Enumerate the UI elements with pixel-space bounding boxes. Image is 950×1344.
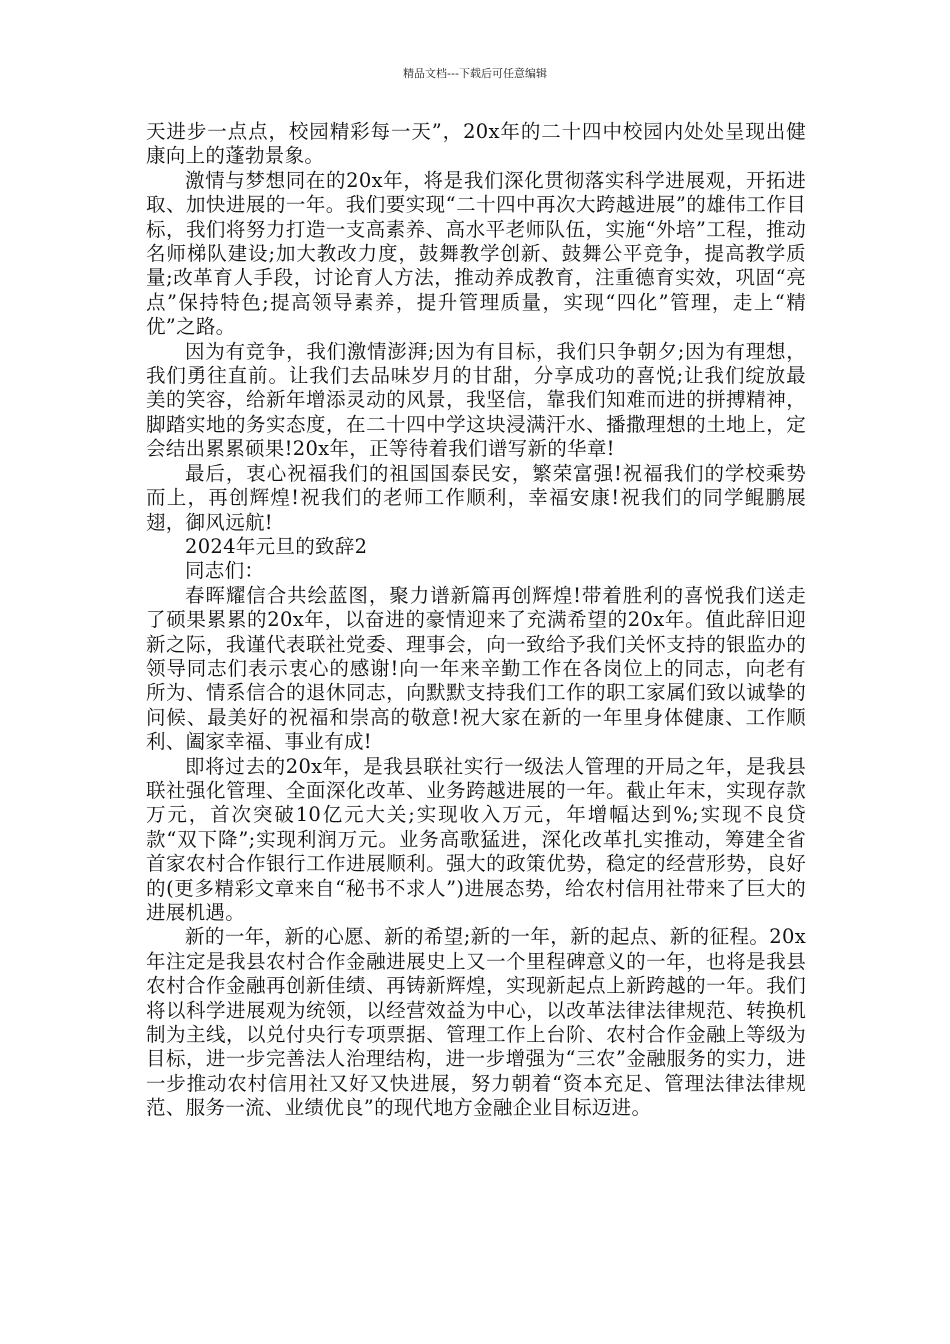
paragraph: 激情与梦想同在的20x年，将是我们深化贯彻落实科学进展观，开拓进取、加快进展的一年。我们要实现“二十四中再次大跨越进展”的雄伟工作目标，我们将努力打造一支高素养、高水平老师队伍，实施“外培”工程，推动名师梯队建设;加大教改力度，鼓舞教学创新、鼓舞公平竞争，提高教学质量;改革育人手段，讨论育人方法，推动养成教育，注重德育实效，巩固“亮点”保持特色;提高领导素养，提升管理质量，实现“四化”管理，走上“精优”之路。 <box>146 168 806 339</box>
paragraph: 春晖耀信合共绘蓝图，聚力谱新篇再创辉煌!带着胜利的喜悦我们送走了硕果累累的20x年，以奋进的豪情迎来了充满希望的20x年。值此辞旧迎新之际，我谨代表联社党委、理事会，向一致给予我们关怀支持的银监办的领导同志们表示衷心的感谢!向一年来辛勤工作在各岗位上的同志，向老有所为、情系信合的退休同志，向默默支持我们工作的职工家属们致以诚挚的问候、最美好的祝福和崇高的敬意!祝大家在新的一年里身体健康、工作顺利、阖家幸福、事业有成! <box>146 583 806 754</box>
section-heading: 2024年元旦的致辞2 <box>185 534 368 558</box>
salutation: 同志们： <box>185 559 265 583</box>
paragraph: 即将过去的20x年，是我县联社实行一级法人管理的开局之年，是我县联社强化管理、全面深化改革、业务跨越进展的一年。截止年末，实现存款万元，首次突破10亿元大关;实现收入万元，年增幅达到%;实现不良贷款“双下降”;实现利润万元。业务高歌猛进，深化改革扎实推动，筹建全省首家农村合作银行工作进展顺利。强大的政策优势，稳定的经营形势，良好的(更多精彩文章来自“秘书不求人”)进展态势，给农村信用社带来了巨大的进展机遇。 <box>146 754 806 924</box>
paragraph: 新的一年，新的心愿、新的希望;新的一年，新的起点、新的征程。20x年注定是我县农村合作金融进展史上又一个里程碑意义的一年，也将是我县农村合作金融再创新佳绩、再铸新辉煌，实现新起点上新跨越的一年。我们将以科学进展观为统领，以经营效益为中心，以改革法律法律规范、转换机制为主线，以兑付央行专项票据、管理工作上台阶、农村合作金融上等级为目标，进一步完善法人治理结构，进一步增强为“三农”金融服务的实力，进一步推动农村信用社又好又快进展，努力朝着“资本充足、管理法律法律规范、服务一流、业绩优良”的现代地方金融企业目标迈进。 <box>146 925 806 1120</box>
document-body <box>146 120 806 1121</box>
paragraph-continuation: 天进步一点点，校园精彩每一天”，20x年的二十四中校园内处处呈现出健康向上的蓬勃景象。 <box>146 120 806 168</box>
paragraph: 最后，衷心祝福我们的祖国国泰民安，繁荣富强!祝福我们的学校乘势而上，再创辉煌!祝我们的老师工作顺利，幸福安康!祝我们的同学鲲鹏展翅，御风远航! <box>146 461 806 534</box>
page-header: 精品文档---下载后可任意编辑 <box>403 67 547 80</box>
paragraph: 因为有竞争，我们激情澎湃;因为有目标，我们只争朝夕;因为有理想，我们勇往直前。让我们去品味岁月的甘甜，分享成功的喜悦;让我们绽放最美的笑容，给新年增添灵动的风景，我坚信，靠我们知难而进的拼搏精神，脚踏实地的务实态度，在二十四中学这块浸满汗水、播撒理想的土地上，定会结出累累硕果!20x年，正等待着我们谱写新的华章! <box>146 339 806 461</box>
